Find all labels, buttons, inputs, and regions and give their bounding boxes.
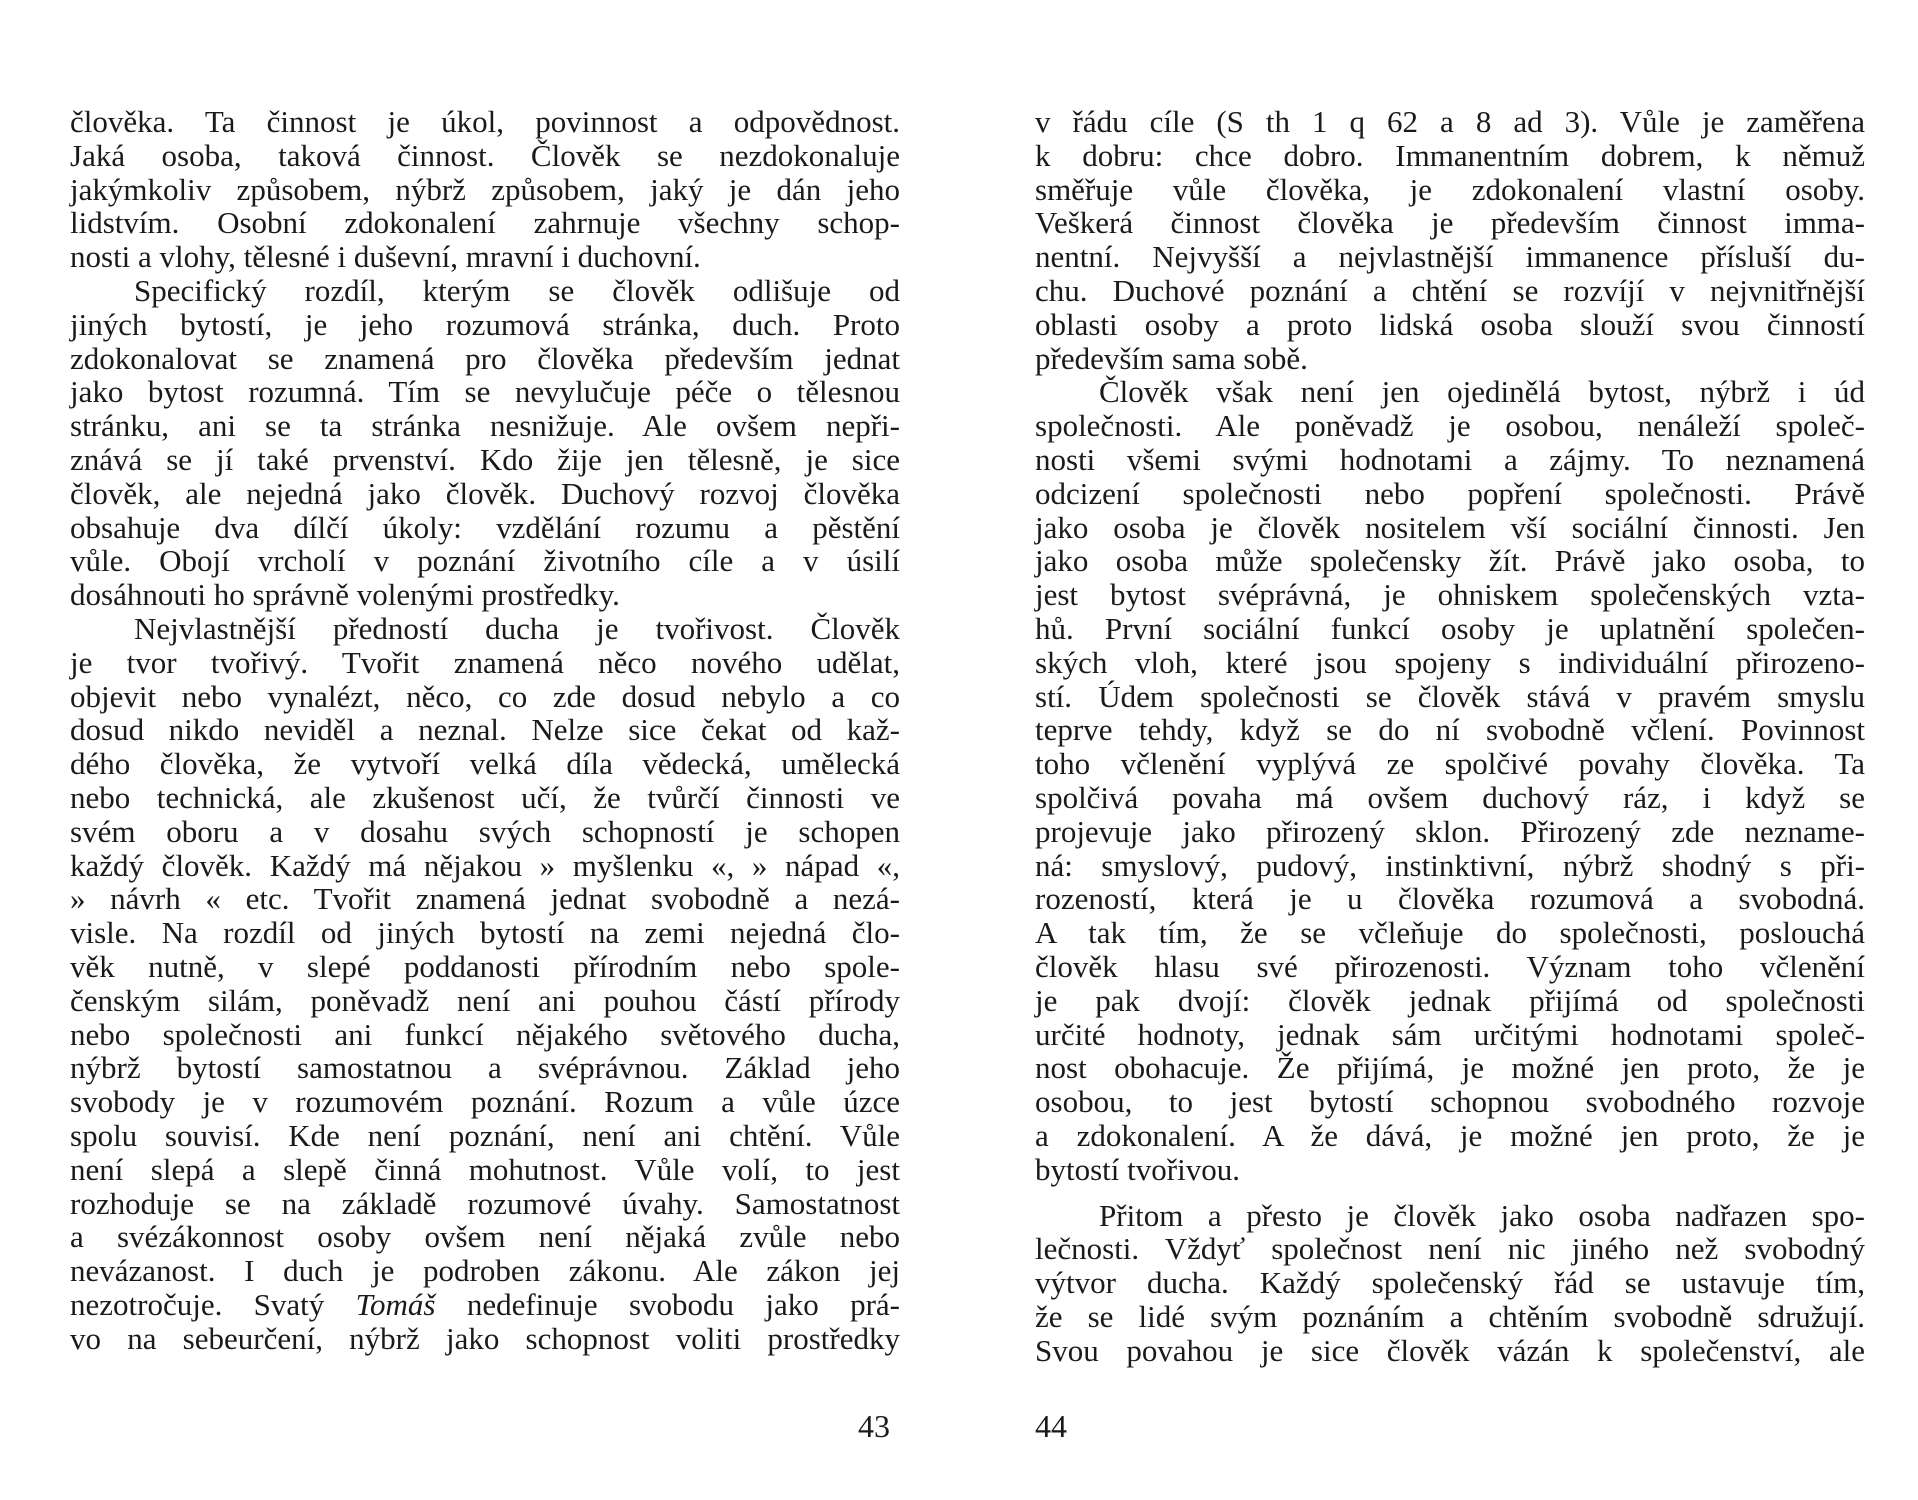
text-line: stí. Údem společnosti se člověk stává v pravém smyslu bbox=[1035, 678, 1865, 714]
text-line: Specifický rozdíl, kterým se člověk odlišuje od bbox=[134, 272, 900, 308]
text-line: čenským silám, poněvadž není ani pouhou částí přírody bbox=[70, 982, 900, 1018]
text-line: ských vloh, které jsou spojeny s individuální přirozeno- bbox=[1035, 644, 1865, 680]
text-line: jiných bytostí, je jeho rozumová stránka, duch. Proto bbox=[70, 306, 900, 342]
text-line: nebo společnosti ani funkcí nějakého světového ducha, bbox=[70, 1016, 900, 1052]
text-run: nezotročuje. Svatý bbox=[70, 1286, 356, 1322]
text-line: znává se jí také prvenství. Kdo žije jen tělesně, je sice bbox=[70, 441, 900, 477]
text-line: jakýmkoliv způsobem, nýbrž způsobem, jaký je dán jeho bbox=[70, 171, 900, 207]
page-number-right: 44 bbox=[1035, 1408, 1067, 1444]
text-line: výtvor ducha. Každý společenský řád se ustavuje tím, bbox=[1035, 1265, 1865, 1301]
text-run: nedefinuje svobodu jako prá- bbox=[435, 1286, 900, 1322]
text-line: a zdokonalení. A že dává, je možné jen proto, že je bbox=[1035, 1117, 1865, 1153]
text-line: » návrh « etc. Tvořit znamená jednat svobodně a nezá- bbox=[70, 881, 900, 917]
text-line: není slepá a slepě činná mohutnost. Vůle volí, to jest bbox=[70, 1151, 900, 1187]
text-line: společnosti. Ale poněvadž je osobou, nenáleží společ- bbox=[1035, 408, 1865, 444]
text-line: nost obohacuje. Že přijímá, je možné jen proto, že je bbox=[1035, 1050, 1865, 1086]
text-line: projevuje jako přirozený sklon. Přirozený zde neznamе- bbox=[1035, 813, 1865, 849]
text-line: spolčivá povaha má ovšem duchový ráz, i když se bbox=[1035, 779, 1865, 815]
text-line: směřuje vůle člověka, je zdokonalení vlastní osoby. bbox=[1035, 171, 1865, 207]
text-line: jest bytost svéprávná, je ohniskem společenských vzta- bbox=[1035, 577, 1865, 613]
text-line: vůle. Obojí vrcholí v poznání životního cíle a v úsilí bbox=[70, 543, 900, 579]
text-line: je tvor tvořivý. Tvořit znamená něco nového udělat, bbox=[70, 644, 900, 680]
text-line: jako osoba může společensky žít. Právě jako osoba, to bbox=[1035, 543, 1865, 579]
text-line: nentní. Nejvyšší a nejvlastnější immanence přísluší du- bbox=[1035, 239, 1865, 275]
text-line: vo na sebeurčení, nýbrž jako schopnost voliti prostředky bbox=[70, 1320, 900, 1356]
text-line: visle. Na rozdíl od jiných bytostí na zemi nejedná člo- bbox=[70, 915, 900, 951]
text-line: stránku, ani se ta stránka nesnižuje. Ale ovšem nepři- bbox=[70, 408, 900, 444]
text-line: jako bytost rozumná. Tím se nevylučuje péče o tělesnou bbox=[70, 374, 900, 410]
text-line: Přitom a přesto je člověk jako osoba nadřazen spo- bbox=[1099, 1197, 1865, 1233]
text-line: člověk, ale nejedná jako člověk. Duchový rozvoj člověka bbox=[70, 475, 900, 511]
text-line: nýbrž bytostí samostatnou a svéprávnou. Základ jeho bbox=[70, 1050, 900, 1086]
text-line: oblasti osoby a proto lidská osoba slouží svou činností bbox=[1035, 306, 1865, 342]
right-page bbox=[1035, 105, 1865, 1367]
text-line: dosáhnouti ho správně volenými prostředky. bbox=[70, 577, 620, 613]
text-line: toho včlenění vyplývá ze spolčivé povahy člověka. Ta bbox=[1035, 746, 1865, 782]
text-line: nevázanost. I duch je podroben zákonu. Ale zákon jej bbox=[70, 1253, 900, 1289]
text-line: věk nutně, v slepé poddanosti přírodním nebo spole- bbox=[70, 948, 900, 984]
text-line: určité hodnoty, jednak sám určitými hodnotami společ- bbox=[1035, 1016, 1865, 1052]
text-line: že se lidé svým poznáním a chtěním svobodně sdružují. bbox=[1035, 1298, 1865, 1334]
text-line: objevit nebo vynalézt, něco, co zde dosud nebylo a co bbox=[70, 678, 900, 714]
text-line: Člověk však není jen ojedinělá bytost, nýbrž i úd bbox=[1099, 374, 1865, 410]
text-line: Veškerá činnost člověka je především činnost imma- bbox=[1035, 205, 1865, 241]
text-line: svém oboru a v dosahu svých schopností je schopen bbox=[70, 813, 900, 849]
text-line: rozhoduje se na základě rozumové úvahy. Samostatnost bbox=[70, 1185, 900, 1221]
text-line: odcizení společnosti nebo popření společnosti. Právě bbox=[1035, 475, 1865, 511]
page-number-left: 43 bbox=[858, 1408, 890, 1444]
text-line: každý člověk. Každý má nějakou » myšlenku «, » nápad «, bbox=[70, 847, 900, 883]
text-line: člověk hlasu své přirozenosti. Význam toho včlenění bbox=[1035, 948, 1865, 984]
left-page bbox=[70, 105, 900, 1355]
text-line: je pak dvojí: člověk jednak přijímá od společnosti bbox=[1035, 982, 1865, 1018]
text-line: Jaká osoba, taková činnost. Člověk se nezdokonaluje bbox=[70, 137, 900, 173]
text-line: Nejvlastnější předností ducha je tvořivost. Člověk bbox=[134, 610, 900, 646]
text-line: nebo technická, ale zkušenost učí, že tvůrčí činnosti ve bbox=[70, 779, 900, 815]
text-line: k dobru: chce dobro. Immanentním dobrem, k němuž bbox=[1035, 137, 1865, 173]
text-line: rozeností, která je u člověka rozumová a svobodná. bbox=[1035, 881, 1865, 917]
text-line: zdokonalovat se znamená pro člověka především jednat bbox=[70, 340, 900, 376]
text-line: především sama sobě. bbox=[1035, 340, 1308, 376]
text-line: jako osoba je člověk nositelem vší sociální činnosti. Jen bbox=[1035, 509, 1865, 545]
text-line: nosti všemi svými hodnotami a zájmy. To neznamená bbox=[1035, 441, 1865, 477]
text-line: dého člověka, že vytvoří velká díla vědecká, umělecká bbox=[70, 746, 900, 782]
text-line: osobou, to jest bytostí schopnou svobodného rozvoje bbox=[1035, 1084, 1865, 1120]
text-line bbox=[70, 1288, 900, 1322]
text-line: v řádu cíle (S th 1 q 62 a 8 ad 3). Vůle je zaměřena bbox=[1035, 104, 1865, 139]
text-line: hů. První sociální funkcí osoby je uplatnění společen- bbox=[1035, 610, 1865, 646]
text-line: A tak tím, že se včleňuje do společnosti, poslouchá bbox=[1035, 915, 1865, 951]
text-line: spolu souvisí. Kde není poznání, není ani chtění. Vůle bbox=[70, 1117, 900, 1153]
text-line: chu. Duchové poznání a chtění se rozvíjí v nejvnitřnější bbox=[1035, 272, 1865, 308]
text-line: lidstvím. Osobní zdokonalení zahrnuje všechny schop- bbox=[70, 205, 900, 241]
text-line: lečnosti. Vždyť společnost není nic jiného než svobodný bbox=[1035, 1231, 1865, 1267]
text-line: člověka. Ta činnost je úkol, povinnost a odpovědnost. bbox=[70, 104, 900, 139]
text-line: a svézákonnost osoby ovšem není nějaká zvůle nebo bbox=[70, 1219, 900, 1255]
text-line: Svou povahou je sice člověk vázán k společenství, ale bbox=[1035, 1332, 1865, 1368]
text-line: obsahuje dva dílčí úkoly: vzdělání rozumu a pěstění bbox=[70, 509, 900, 545]
text-line: teprve tehdy, když se do ní svobodně včlení. Povinnost bbox=[1035, 712, 1865, 748]
text-line: ná: smyslový, pudový, instinktivní, nýbrž shodný s při- bbox=[1035, 847, 1865, 883]
text-line: dosud nikdo neviděl a neznal. Nelze sice čekat od kaž- bbox=[70, 712, 900, 748]
text-line: nosti a vlohy, tělesné i duševní, mravní i duchovní. bbox=[70, 239, 701, 275]
text-line: bytostí tvořivou. bbox=[1035, 1151, 1240, 1187]
italic-name: Tomáš bbox=[355, 1286, 436, 1322]
text-line: svobody je v rozumovém poznání. Rozum a vůle úzce bbox=[70, 1084, 900, 1120]
